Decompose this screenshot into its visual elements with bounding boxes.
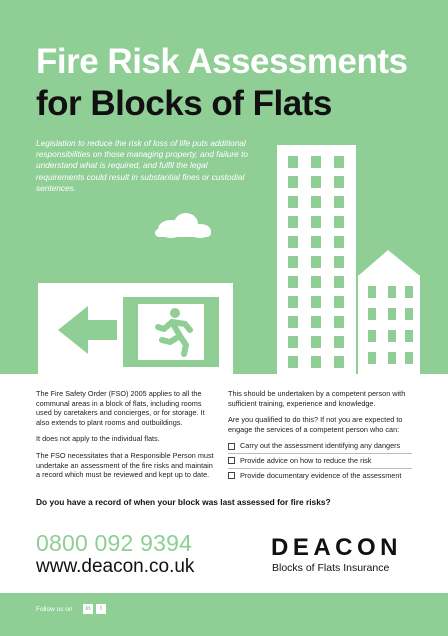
deacon-logo: DEACON xyxy=(271,534,403,561)
tower-window xyxy=(288,236,298,248)
linkedin-icon[interactable]: in xyxy=(83,604,93,614)
checklist-item xyxy=(228,439,412,454)
twitter-icon[interactable]: t xyxy=(96,604,106,614)
tower-window xyxy=(288,356,298,368)
tower-window xyxy=(311,276,321,288)
tower-window xyxy=(334,256,344,268)
tower-window xyxy=(334,196,344,208)
tower-window xyxy=(311,336,321,348)
tower-window xyxy=(334,236,344,248)
tower-window xyxy=(288,256,298,268)
checklist-item-label: Carry out the assessment identifying any dangers xyxy=(240,441,401,451)
body-paragraph: This should be undertaken by a competent person with sufficient training, experience and knowledge. xyxy=(228,389,406,408)
tower-window xyxy=(311,296,321,308)
tower-window xyxy=(334,176,344,188)
house-window xyxy=(405,286,413,298)
tower-window xyxy=(311,316,321,328)
checkbox-icon xyxy=(228,457,235,464)
tower-window xyxy=(311,156,321,168)
checkbox-icon xyxy=(228,443,235,450)
house-window xyxy=(368,330,376,342)
tower-window xyxy=(311,176,321,188)
competent-person-checklist xyxy=(228,439,412,482)
logo-tagline: Blocks of Flats Insurance xyxy=(272,562,390,574)
tower-window xyxy=(288,316,298,328)
checklist-item-label: Provide documentary evidence of the assessment xyxy=(240,470,402,480)
tower-window xyxy=(288,216,298,228)
checklist-item xyxy=(228,454,412,469)
tower-block-icon xyxy=(277,145,356,377)
phone-number[interactable]: 0800 092 9394 xyxy=(36,530,193,556)
tower-window xyxy=(311,356,321,368)
house-window xyxy=(388,352,396,364)
cloud-icon xyxy=(155,213,211,238)
checkbox-icon xyxy=(228,472,235,479)
house-window xyxy=(405,352,413,364)
intro-text: Legislation to reduce the risk of loss of life puts additional responsibilities on those managing property, and failure to understand what is required, and fulfil the legal requirements could result in substantial fines or custodial sentences. xyxy=(36,138,249,193)
house-window xyxy=(368,286,376,298)
tower-window xyxy=(311,216,321,228)
tower-window xyxy=(334,336,344,348)
body-paragraph: It does not apply to the individual flats. xyxy=(36,434,160,444)
tower-window xyxy=(334,216,344,228)
tower-window xyxy=(288,156,298,168)
house-window xyxy=(388,286,396,298)
website-link[interactable]: www.deacon.co.uk xyxy=(36,556,195,577)
checklist-item xyxy=(228,469,412,483)
tower-window xyxy=(288,336,298,348)
exit-sign-icon xyxy=(38,283,233,377)
tower-window xyxy=(334,296,344,308)
checklist-item-label: Provide advice on how to reduce the risk xyxy=(240,455,372,465)
tower-window xyxy=(288,176,298,188)
tower-window xyxy=(334,316,344,328)
tower-window xyxy=(288,296,298,308)
body-paragraph: The Fire Safety Order (FSO) 2005 applies to all the communal areas in a block of flats, including rooms used by caretakers and concierges, or for storage. It also extends to plant rooms and outbuildings. xyxy=(36,389,205,427)
title-line-2: for Blocks of Flats xyxy=(36,84,332,123)
tower-window xyxy=(334,356,344,368)
house-window xyxy=(368,352,376,364)
tower-window xyxy=(311,236,321,248)
house-window xyxy=(388,308,396,320)
tower-window xyxy=(311,196,321,208)
body-paragraph: Are you qualified to do this? If not you are expected to engage the services of a competent person who can: xyxy=(228,415,403,434)
house-window xyxy=(405,330,413,342)
footer-bar xyxy=(0,593,448,636)
body-right-column xyxy=(228,389,412,482)
follow-us-label: Follow us on xyxy=(36,606,73,613)
ground-strip xyxy=(0,374,448,377)
tower-window xyxy=(334,156,344,168)
title-line-1: Fire Risk Assessments xyxy=(36,42,408,81)
tower-window xyxy=(288,276,298,288)
tower-window xyxy=(334,276,344,288)
body-paragraph: The FSO necessitates that a Responsible Person must undertake an assessment of the fire risks and maintain a record which must be reviewed and kept up to date. xyxy=(36,450,214,480)
house-window xyxy=(368,308,376,320)
tower-window xyxy=(288,196,298,208)
tower-window xyxy=(311,256,321,268)
house-window xyxy=(405,308,413,320)
assessment-question: Do you have a record of when your block was last assessed for fire risks? xyxy=(36,497,331,507)
house-block-icon xyxy=(358,250,420,377)
house-window xyxy=(388,330,396,342)
body-left-column xyxy=(36,389,214,487)
